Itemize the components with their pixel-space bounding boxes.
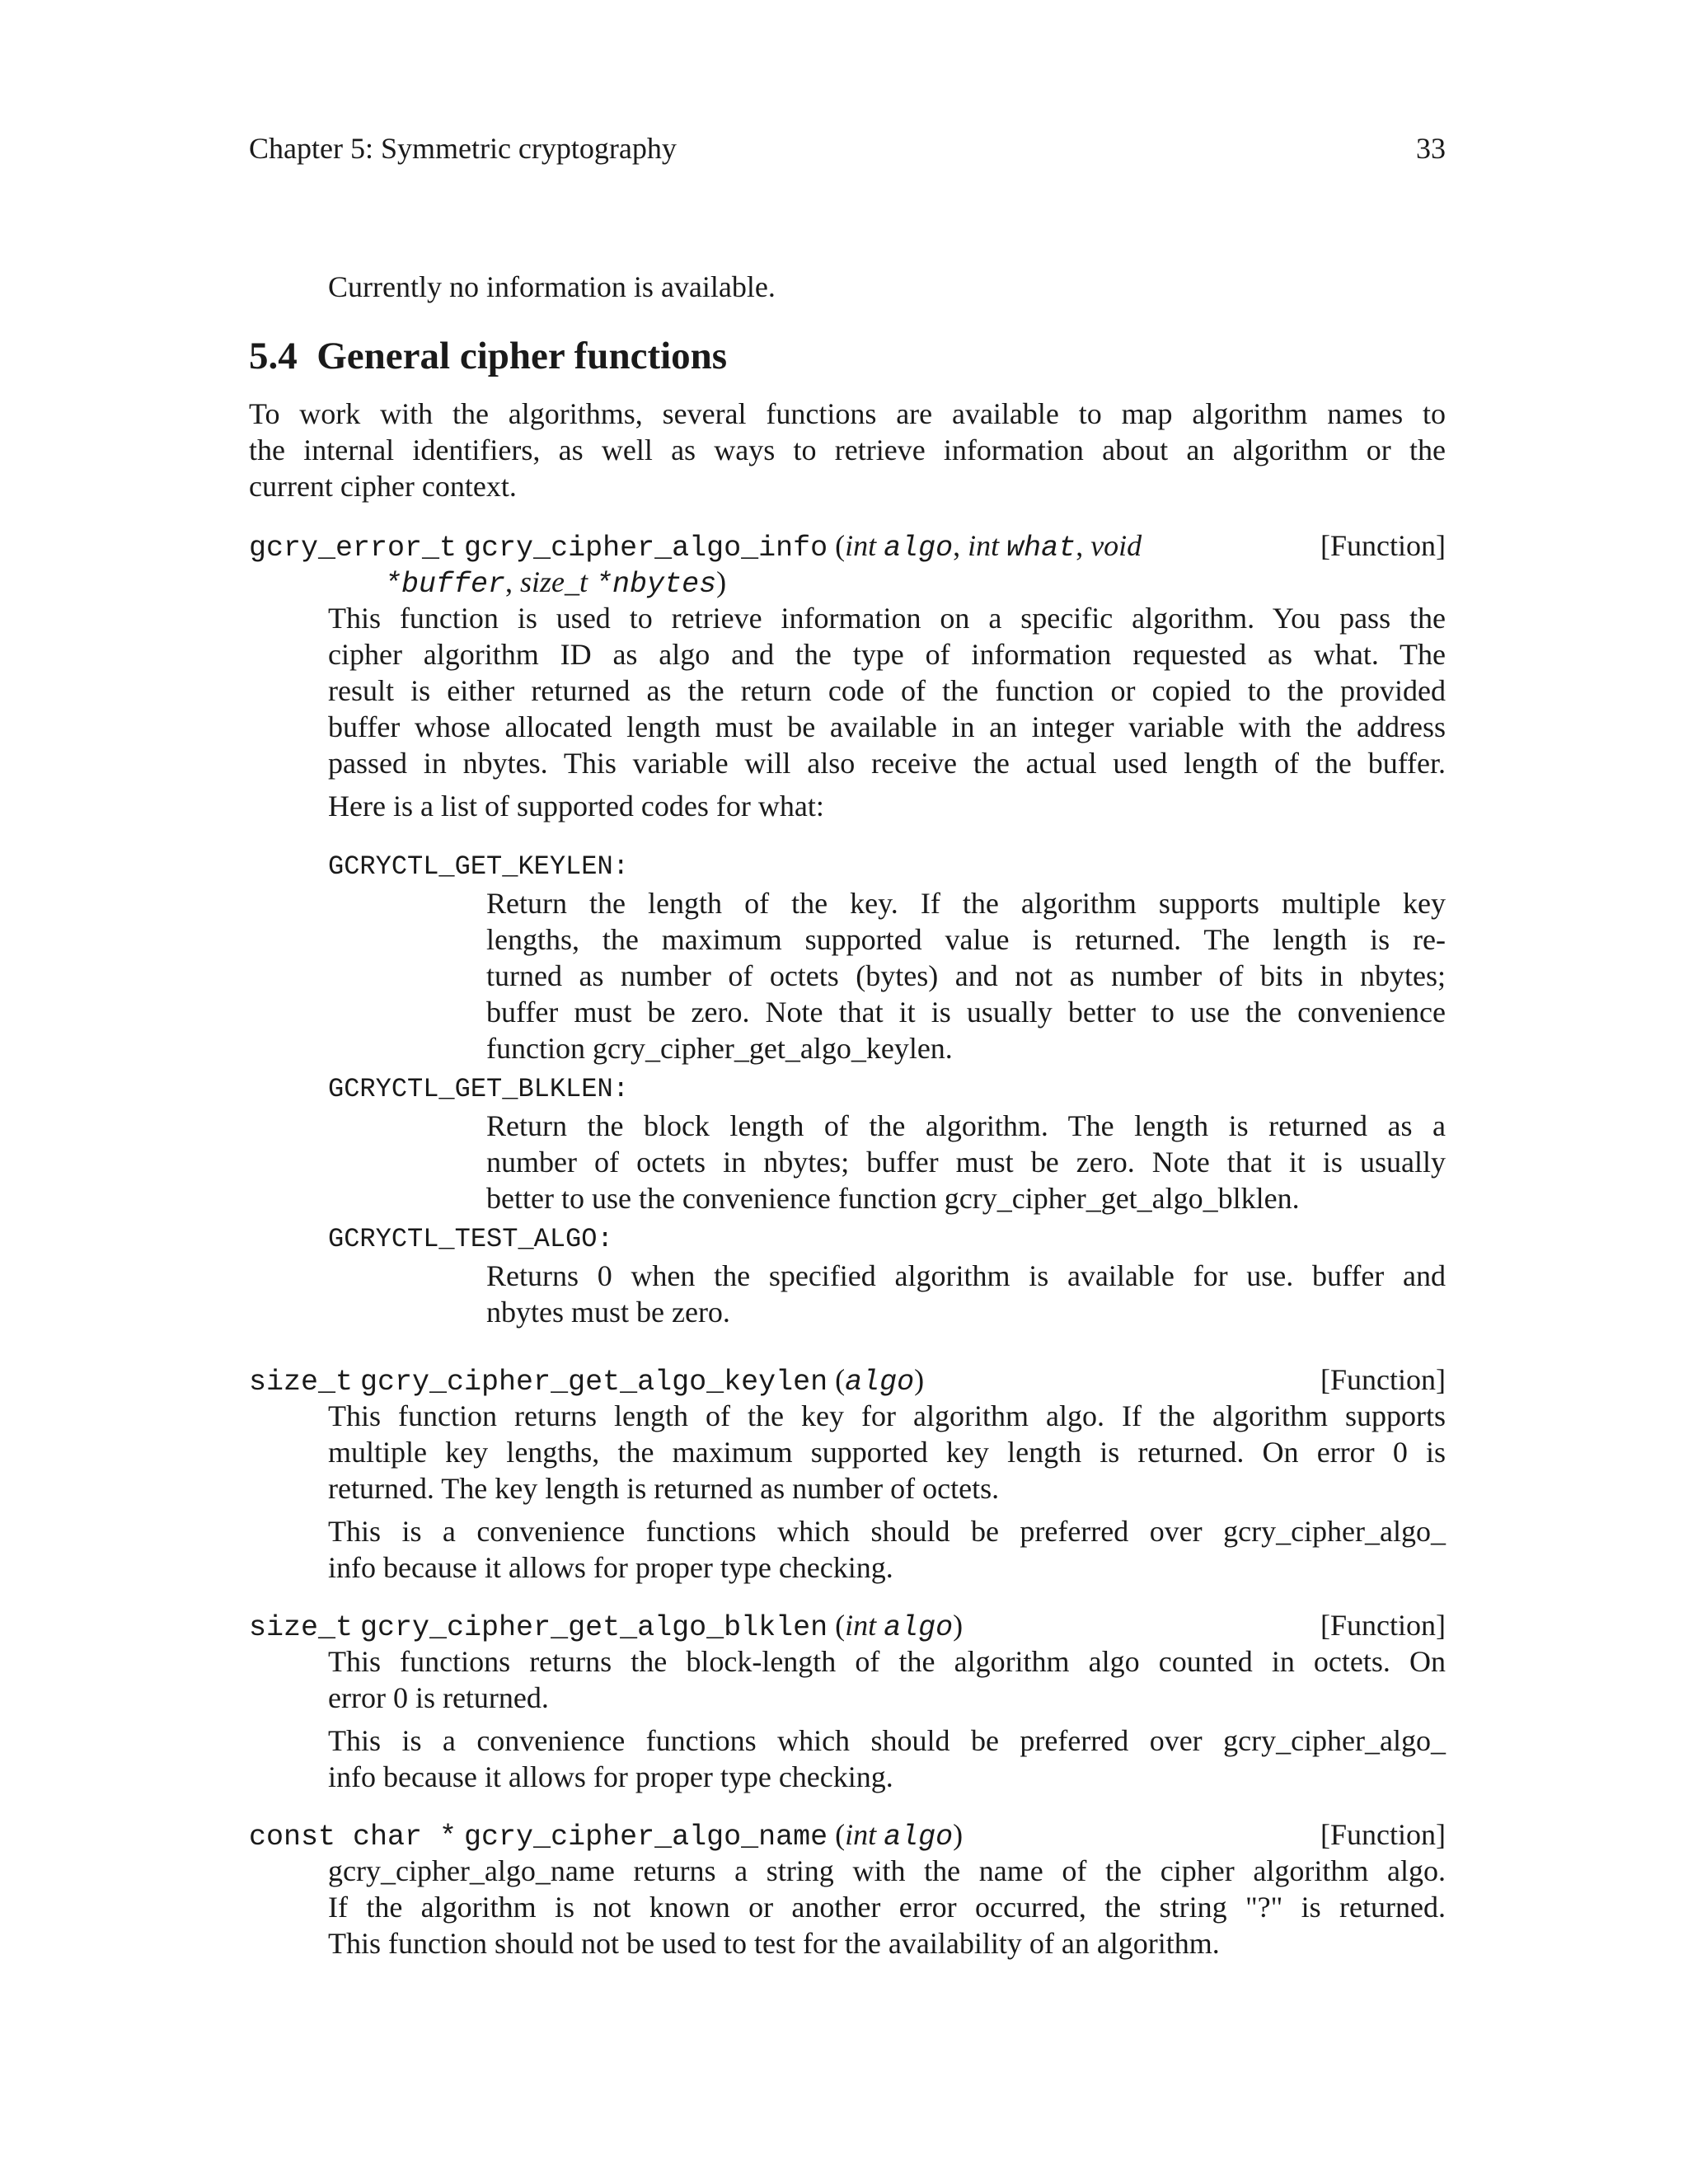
text-line: passed in nbytes. This variable will also receive the actual used length of the buffer. [328, 747, 1446, 780]
code-description [486, 1258, 1446, 1330]
function-note [328, 1513, 1446, 1586]
function-name: gcry_cipher_get_algo_blklen [360, 1611, 828, 1644]
section-intro [249, 396, 1446, 504]
text-line: nbytes must be zero. [486, 1296, 730, 1329]
text-line: info because it allows for proper type checking. [328, 1551, 893, 1584]
param-type: int [845, 1609, 877, 1642]
function-signature-continued: *buffer, size_t *nbytes) [384, 565, 727, 601]
param-name: algo [884, 1821, 954, 1854]
function-name: gcry_cipher_get_algo_keylen [360, 1366, 828, 1399]
text-line: info because it allows for proper type checking. [328, 1760, 893, 1793]
text-line: better to use the convenience function gcry_cipher_get_algo_blklen. [486, 1182, 1300, 1215]
param-type: int [845, 529, 877, 562]
text-line: number of octets in nbytes; buffer must be zero. Note that it is usually [486, 1146, 1446, 1179]
text-line: This is a convenience functions which should be preferred over gcry_cipher_algo_ [328, 1515, 1446, 1548]
text-line: This is a convenience functions which should be preferred over gcry_cipher_algo_ [328, 1724, 1446, 1757]
param-name: what [1006, 532, 1076, 565]
function-signature: const char * gcry_cipher_algo_name (int algo) [249, 1818, 964, 1854]
function-signature: size_t gcry_cipher_get_algo_blklen (int algo) [249, 1609, 964, 1644]
code-term: GCRYCTL_GET_KEYLEN: [328, 851, 629, 882]
section-title: General cipher functions [316, 335, 728, 377]
param-type: int [845, 1818, 877, 1851]
return-type: const char * [249, 1821, 457, 1854]
code-term: GCRYCTL_TEST_ALGO: [328, 1224, 613, 1254]
code-description [486, 885, 1446, 1066]
function-category-label: [Function] [1320, 1609, 1446, 1642]
text-line: To work with the algorithms, several functions are available to map algorithm names to [249, 397, 1446, 430]
code-term: GCRYCTL_GET_BLKLEN: [328, 1074, 629, 1104]
function-category-label: [Function] [1320, 1818, 1446, 1851]
codes-intro: Here is a list of supported codes for what: [328, 790, 824, 823]
param-name: algo [845, 1366, 915, 1399]
text-line: This function is used to retrieve information on a specific algorithm. You pass the [328, 602, 1446, 635]
text-line: Returns 0 when the specified algorithm is available for use. buffer and [486, 1259, 1446, 1292]
section-heading [249, 333, 727, 379]
return-type: size_t [249, 1611, 354, 1644]
function-category-label: [Function] [1320, 529, 1446, 562]
return-type: size_t [249, 1366, 354, 1399]
text-line: lengths, the maximum supported value is returned. The length is re- [486, 923, 1446, 956]
function-description [328, 600, 1446, 781]
code-description [486, 1108, 1446, 1216]
text-line: This function should not be used to test for the availability of an algorithm. [328, 1927, 1220, 1960]
function-description [328, 1853, 1446, 1961]
text-line: result is either returned as the return code of the function or copied to the provided [328, 674, 1446, 707]
text-line: cipher algorithm ID as algo and the type of information requested as what. The [328, 638, 1446, 671]
function-description [328, 1643, 1446, 1716]
function-name: gcry_cipher_algo_name [464, 1821, 828, 1854]
text-line: current cipher context. [249, 470, 517, 503]
text-line: error 0 is returned. [328, 1681, 549, 1714]
text-line: turned as number of octets (bytes) and not as number of bits in nbytes; [486, 959, 1446, 992]
text-line: buffer must be zero. Note that it is usually better to use the convenience [486, 996, 1446, 1029]
running-header-chapter: Chapter 5: Symmetric cryptography [249, 132, 677, 165]
param-name: *nbytes [595, 568, 717, 601]
text-line: function gcry_cipher_get_algo_keylen. [486, 1032, 953, 1065]
section-number: 5.4 [249, 335, 298, 377]
text-line: This functions returns the block-length of the algorithm algo counted in octets. On [328, 1645, 1446, 1678]
return-type: gcry_error_t [249, 532, 457, 565]
text-line: Return the length of the key. If the algorithm supports multiple key [486, 887, 1446, 920]
text-line: buffer whose allocated length must be available in an integer variable with the address [328, 710, 1446, 743]
function-category-label: [Function] [1320, 1363, 1446, 1396]
text-line: This function returns length of the key for algorithm algo. If the algorithm supports [328, 1399, 1446, 1432]
intro-note: Currently no information is available. [328, 270, 776, 303]
page-number: 33 [1416, 132, 1446, 165]
text-line: the internal identifiers, as well as ways to retrieve information about an algorithm or the [249, 434, 1446, 466]
function-note [328, 1722, 1446, 1795]
function-signature: gcry_error_t gcry_cipher_algo_info (int algo, int what, void [249, 529, 1142, 565]
function-name: gcry_cipher_algo_info [464, 532, 828, 565]
param-type: int [968, 529, 1000, 562]
function-signature: size_t gcry_cipher_get_algo_keylen (algo) [249, 1363, 925, 1399]
text-line: returned. The key length is returned as number of octets. [328, 1472, 1000, 1505]
param-type: void [1090, 529, 1142, 562]
text-line: gcry_cipher_algo_name returns a string with the name of the cipher algorithm algo. [328, 1854, 1446, 1887]
param-name: algo [884, 532, 954, 565]
param-name: algo [884, 1611, 954, 1644]
function-description [328, 1398, 1446, 1507]
param-name: *buffer [384, 568, 506, 601]
text-line: If the algorithm is not known or another error occurred, the string "?" is returned. [328, 1891, 1446, 1924]
text-line: Return the block length of the algorithm. The length is returned as a [486, 1109, 1446, 1142]
param-type: size_t [520, 565, 588, 598]
text-line: multiple key lengths, the maximum supported key length is returned. On error 0 is [328, 1436, 1446, 1469]
